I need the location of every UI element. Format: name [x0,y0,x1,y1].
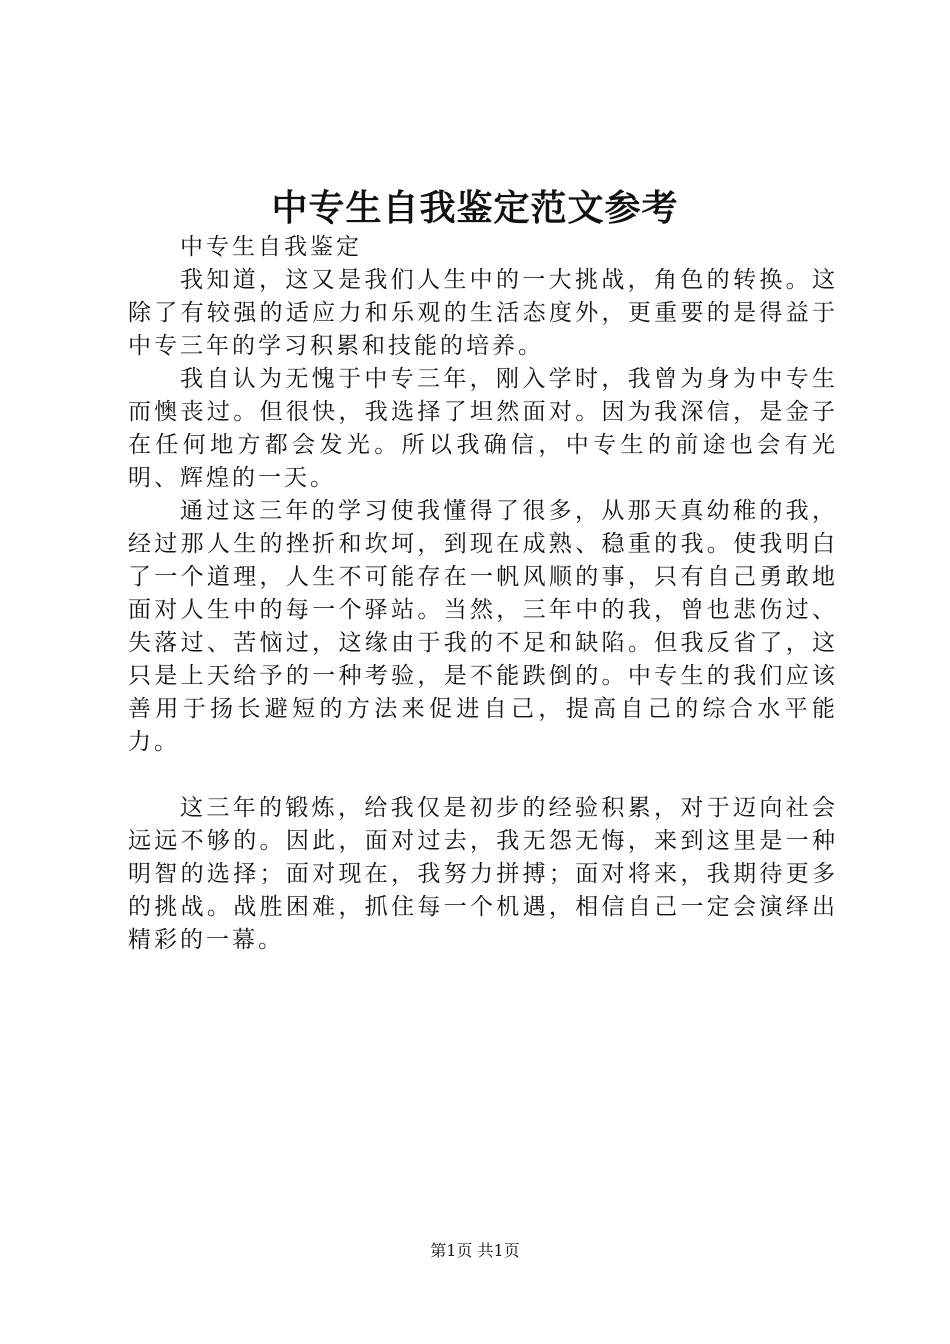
document-body [128,231,838,957]
paragraph-spacer [128,759,838,792]
paragraph-2: 我自认为无愧于中专三年，刚入学时，我曾为身为中专生而懊丧过。但很快，我选择了坦然面对。因为我深信，是金子在任何地方都会发光。所以我确信，中专生的前途也会有光明、辉煌的一天。 [128,366,838,491]
paragraph-3: 通过这三年的学习使我懂得了很多，从那天真幼稚的我，经过那人生的挫折和坎坷，到现在成熟、稳重的我。使我明白了一个道理，人生不可能存在一帆风顺的事，只有自己勇敢地面对人生中的每一个驿站。当然，三年中的我，曾也悲伤过、失落过、苦恼过，这缘由于我的不足和缺陷。但我反省了，这只是上天给予的一种考验，是不能跌倒的。中专生的我们应该善用于扬长避短的方法来促进自己，提高自己的综合水平能力。 [128,498,838,755]
page-footer: 第1页 共1页 [430,1241,520,1260]
document-title: 中专生自我鉴定范文参考 [271,187,679,229]
paragraph-heading: 中专生自我鉴定 [180,234,362,260]
paragraph-4: 这三年的锻炼，给我仅是初步的经验积累，对于迈向社会远远不够的。因此，面对过去，我无怨无悔，来到这里是一种明智的选择；面对现在，我努力拼搏；面对将来，我期待更多的挑战。战胜困难，抓住每一个机遇，相信自己一定会演绎出精彩的一幕。 [128,795,838,953]
paragraph-1: 我知道，这又是我们人生中的一大挑战，角色的转换。这除了有较强的适应力和乐观的生活态度外，更重要的是得益于中专三年的学习积累和技能的培养。 [128,267,838,359]
